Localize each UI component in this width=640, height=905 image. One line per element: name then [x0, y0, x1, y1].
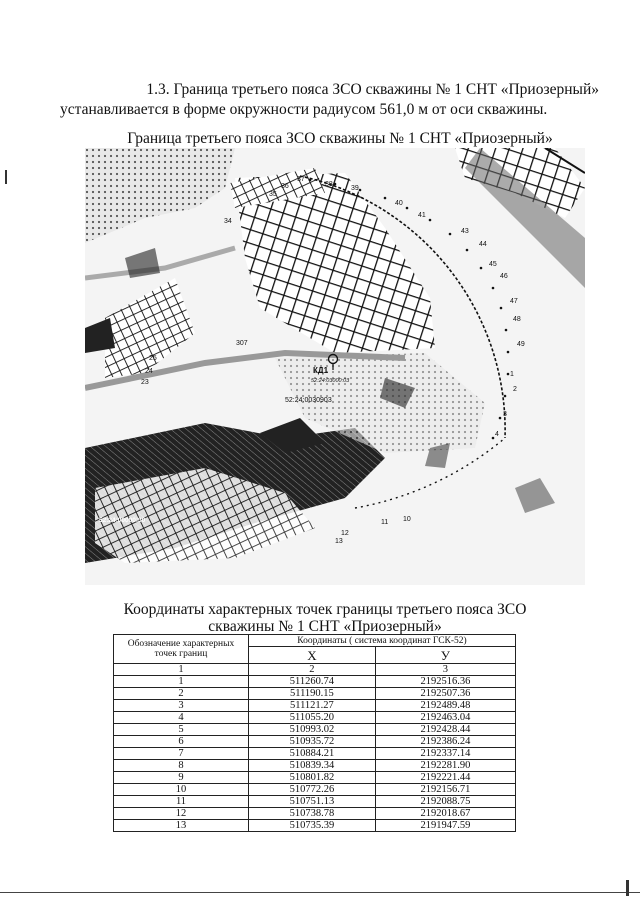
table-row — [114, 820, 516, 832]
index-cell: 3 — [375, 664, 515, 676]
label-25: 25 — [149, 355, 157, 362]
bottom-rule — [0, 892, 640, 893]
map-drawing — [85, 148, 585, 585]
label-41: 41 — [418, 212, 426, 219]
label-40: 40 — [395, 200, 403, 207]
label-39: 39 — [351, 185, 359, 192]
index-cell: 2 — [249, 664, 376, 676]
label-49: 49 — [517, 341, 525, 348]
cell-point: 8 — [114, 760, 249, 772]
paragraph-line-2: устанавливается в форме окружности радиусом 561,0 м от оси скважины. — [60, 101, 548, 118]
label-13: 13 — [335, 538, 343, 545]
cell-point: 7 — [114, 748, 249, 760]
cell-x: 510935.72 — [249, 736, 376, 748]
cell-x: 511260.74 — [249, 676, 376, 688]
table-body — [114, 676, 516, 832]
parcel-code-2: 52:24:00000:30 — [99, 517, 146, 524]
label-35: 35 — [269, 191, 277, 198]
cell-point: 4 — [114, 712, 249, 724]
table-row — [114, 784, 516, 796]
cell-x: 511190.15 — [249, 688, 376, 700]
cell-point: 10 — [114, 784, 249, 796]
cell-x: 510993.02 — [249, 724, 376, 736]
table-row — [114, 676, 516, 688]
label-45: 45 — [489, 261, 497, 268]
label-307: 307 — [236, 340, 248, 347]
label-44: 44 — [479, 241, 487, 248]
y-header: У — [375, 647, 515, 664]
label-2: 2 — [513, 386, 517, 393]
margin-mark — [5, 170, 7, 184]
cell-x: 510751.13 — [249, 796, 376, 808]
paragraph-line-1: 1.3. Граница третьего пояса ЗСО скважины № 1 СНТ «Приозерный» — [146, 81, 599, 98]
cadastral-number: 52:24:0030903 — [285, 397, 332, 404]
cadastral-map — [85, 148, 585, 585]
label-12: 12 — [341, 530, 349, 537]
table-row — [114, 724, 516, 736]
cell-y: 2191947.59 — [375, 820, 515, 832]
cell-y: 2192156.71 — [375, 784, 515, 796]
cell-y: 2192221.44 — [375, 772, 515, 784]
label-1: 1 — [510, 371, 514, 378]
cell-x: 510735.39 — [249, 820, 376, 832]
label-23: 23 — [141, 379, 149, 386]
cell-x: 511055.20 — [249, 712, 376, 724]
table-title — [90, 601, 560, 635]
label-47: 47 — [510, 298, 518, 305]
table-row — [114, 748, 516, 760]
cell-y: 2192386.24 — [375, 736, 515, 748]
label-11: 11 — [381, 519, 389, 526]
cell-y: 2192281.90 — [375, 760, 515, 772]
table-row — [114, 712, 516, 724]
table-row — [114, 796, 516, 808]
edge-mark — [626, 880, 629, 896]
cell-x: 510772.26 — [249, 784, 376, 796]
label-46: 46 — [500, 273, 508, 280]
table-row — [114, 700, 516, 712]
cell-point: 5 — [114, 724, 249, 736]
section-paragraph — [60, 80, 605, 120]
label-10: 10 — [403, 516, 411, 523]
cell-x: 510738.78 — [249, 808, 376, 820]
label-4: 4 — [495, 431, 499, 438]
cell-x: 510884.21 — [249, 748, 376, 760]
cell-y: 2192428.44 — [375, 724, 515, 736]
table-row — [114, 688, 516, 700]
map-title: Граница третьего пояса ЗСО скважины № 1 СНТ «Приозерный» — [127, 130, 553, 147]
cell-point: 9 — [114, 772, 249, 784]
label-3: 3 — [503, 411, 507, 418]
cell-point: 2 — [114, 688, 249, 700]
table-row — [114, 760, 516, 772]
label-36: 36 — [281, 183, 289, 190]
table-row — [114, 772, 516, 784]
cell-y: 2192507.36 — [375, 688, 515, 700]
cell-x: 510801.82 — [249, 772, 376, 784]
cell-y: 2192018.67 — [375, 808, 515, 820]
table-row — [114, 736, 516, 748]
cell-y: 2192516.36 — [375, 676, 515, 688]
table-title-line-1: Координаты характерных точек границы третьего пояса ЗСО — [123, 601, 527, 618]
cell-x: 511121.27 — [249, 700, 376, 712]
table-row — [114, 808, 516, 820]
index-row — [114, 664, 516, 676]
label-48: 48 — [513, 316, 521, 323]
table-title-line-2: скважины № 1 СНТ «Приозерный» — [208, 618, 442, 635]
cell-y: 2192337.14 — [375, 748, 515, 760]
header-row — [114, 635, 516, 647]
cell-point: 12 — [114, 808, 249, 820]
cell-point: 13 — [114, 820, 249, 832]
label-43: 43 — [461, 228, 469, 235]
cell-point: 6 — [114, 736, 249, 748]
label-34: 34 — [224, 218, 232, 225]
coordinates-table — [113, 634, 516, 832]
label-24: 24 — [145, 368, 153, 375]
cell-y: 2192489.48 — [375, 700, 515, 712]
cell-y: 2192463.04 — [375, 712, 515, 724]
parcel-code-1: 52:24:03000:03 — [311, 378, 350, 384]
label-38: 38 — [325, 181, 333, 188]
x-header: X — [249, 647, 376, 664]
cell-y: 2192088.75 — [375, 796, 515, 808]
cell-x: 510839.34 — [249, 760, 376, 772]
cell-point: 3 — [114, 700, 249, 712]
coord-system-header: Координаты ( система координат ГСК-52) — [249, 635, 516, 647]
well-label: КД1 — [313, 366, 329, 375]
index-cell: 1 — [114, 664, 249, 676]
col-point-header: Обозначение характерных точек границ — [114, 635, 249, 664]
cell-point: 1 — [114, 676, 249, 688]
label-37: 37 — [297, 176, 305, 183]
cell-point: 11 — [114, 796, 249, 808]
